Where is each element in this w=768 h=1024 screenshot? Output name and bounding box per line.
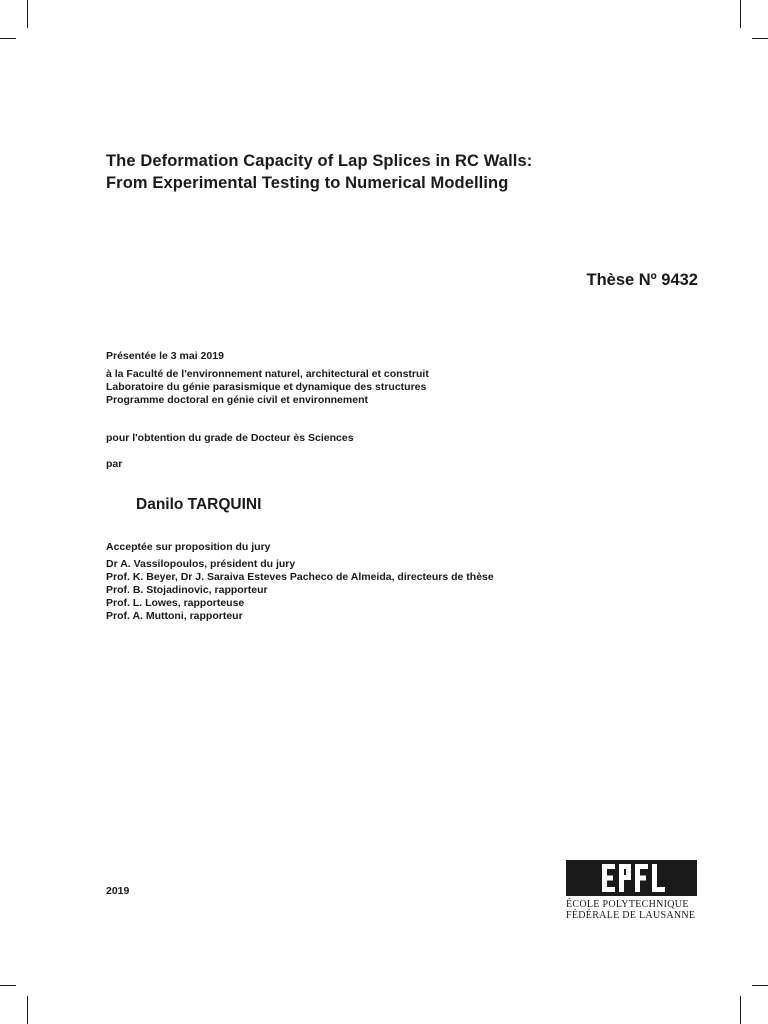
crop-mark [0,38,16,39]
jury-heading: Acceptée sur proposition du jury [106,541,271,553]
institution-block [106,368,429,407]
by-line: par [106,458,123,470]
program-line: Programme doctoral en génie civil et environnement [106,394,368,406]
jury-member: Dr A. Vassilopoulos, président du jury [106,558,296,570]
thesis-title-line-2: From Experimental Testing to Numerical Modelling [106,174,509,192]
epfl-logo-line-2: FÉDÉRALE DE LAUSANNE [566,910,696,921]
jury-list [106,558,494,623]
epfl-logo-line-1: ÉCOLE POLYTECHNIQUE [566,899,689,910]
epfl-wordmark-icon [566,860,697,896]
jury-member: Prof. L. Lowes, rapporteuse [106,597,245,609]
epfl-logo-mark [566,860,697,896]
crop-mark [752,985,768,986]
presentation-date: Présentée le 3 mai 2019 [106,350,224,362]
epfl-logo-text [566,899,697,921]
epfl-logo [566,860,697,921]
faculty-line: à la Faculté de l'environnement naturel, architectural et construit [106,368,429,380]
jury-member: Prof. A. Muttoni, rapporteur [106,610,243,622]
crop-mark [740,0,741,28]
degree-line: pour l'obtention du grade de Docteur ès Sciences [106,432,354,444]
crop-mark [27,0,28,28]
jury-member: Prof. K. Beyer, Dr J. Saraiva Esteves Pacheco de Almeida, directeurs de thèse [106,571,494,583]
author-name: Danilo TARQUINI [136,496,262,513]
laboratory-line: Laboratoire du génie parasismique et dynamique des structures [106,381,427,393]
publication-year: 2019 [106,885,130,897]
crop-mark [752,38,768,39]
jury-member: Prof. B. Stojadinovic, rapporteur [106,584,268,596]
thesis-number: Thèse Nº 9432 [586,271,698,289]
thesis-title-line-1: The Deformation Capacity of Lap Splices in RC Walls: [106,152,533,170]
thesis-title [106,150,666,194]
crop-mark [0,985,16,986]
crop-mark [740,996,741,1024]
crop-mark [27,996,28,1024]
